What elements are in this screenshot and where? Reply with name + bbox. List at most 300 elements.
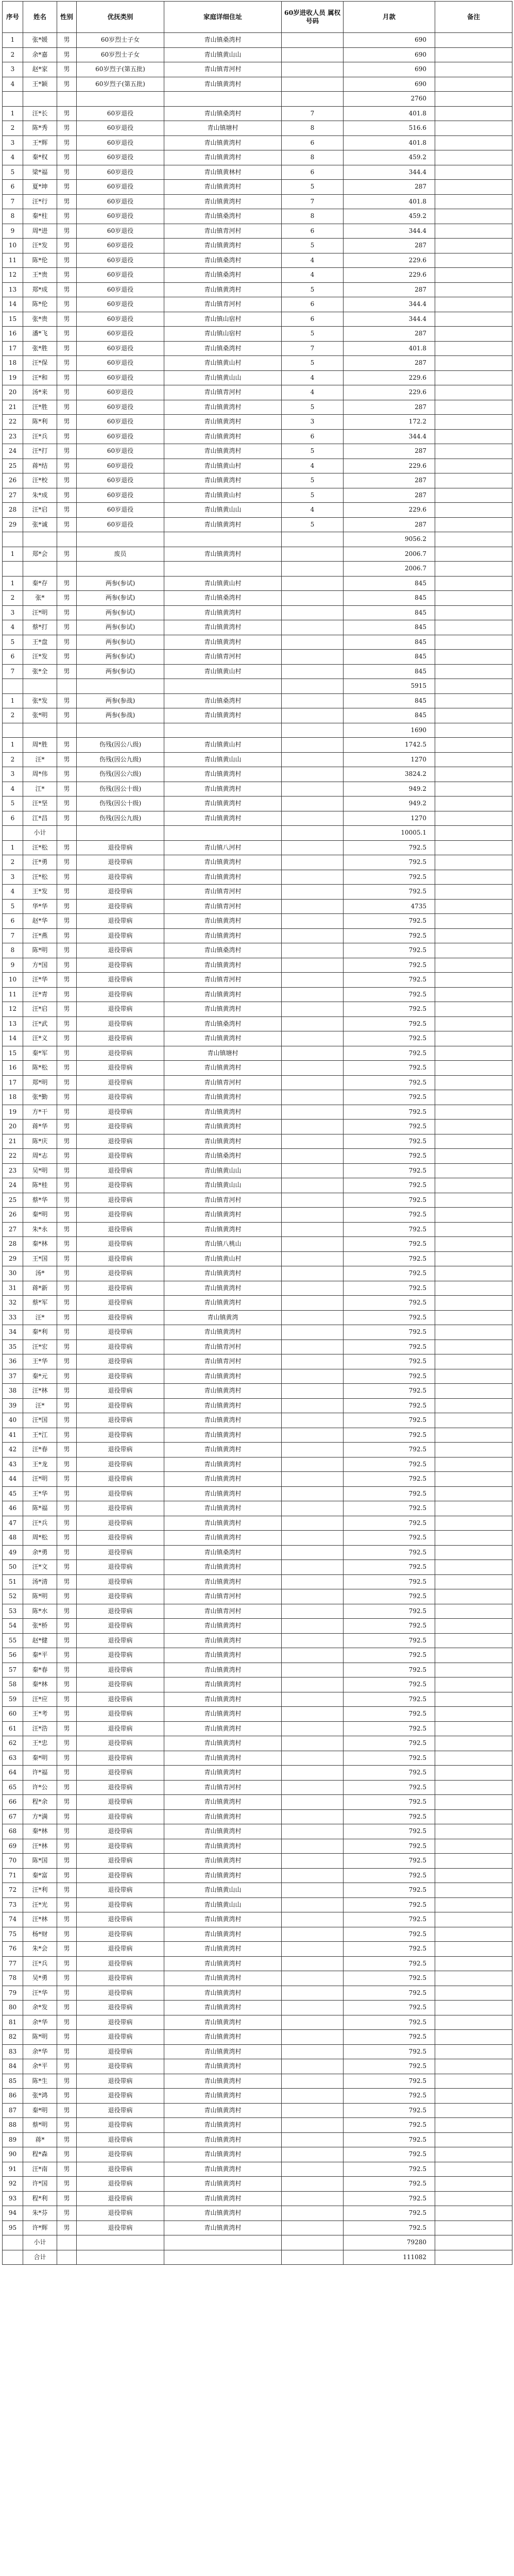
cell-name: 汪* [23,1398,57,1413]
table-body [3,33,512,2265]
empty-cell [435,562,512,577]
table-row [3,1971,512,1986]
cell-index: 4 [3,150,23,165]
cell-count [282,576,344,591]
cell-name: 方*国 [23,958,57,973]
cell-amount: 792.5 [344,840,435,855]
cell-gender: 男 [57,415,77,430]
table-row [3,1574,512,1589]
table-row [3,1296,512,1311]
cell-name: 陈*利 [23,415,57,430]
cell-amount: 792.5 [344,1663,435,1677]
cell-remark [435,855,512,870]
cell-amount: 845 [344,576,435,591]
cell-name: 王*发 [23,885,57,900]
cell-category: 两参(参战) [77,693,164,708]
cell-address: 青山镇黄湾村 [164,1398,282,1413]
cell-remark [435,194,512,209]
cell-count [282,1780,344,1795]
table-row [3,1516,512,1531]
cell-address: 青山镇黄湾村 [164,1927,282,1942]
cell-count [282,650,344,665]
cell-address: 青山镇桑湾村 [164,341,282,356]
cell-name: 汪* [23,752,57,767]
cell-address: 青山镇黄湾村 [164,1472,282,1487]
cell-category: 60岁退役 [77,341,164,356]
cell-name: 蔡*军 [23,1296,57,1311]
cell-address: 青山镇桑湾村 [164,693,282,708]
cell-remark [435,899,512,914]
cell-amount: 690 [344,47,435,62]
cell-remark [435,1942,512,1957]
cell-remark [435,693,512,708]
cell-index: 27 [3,488,23,503]
cell-index: 6 [3,180,23,195]
cell-category: 伤残(因公十级) [77,782,164,796]
cell-remark [435,1237,512,1252]
cell-remark [435,2103,512,2118]
cell-count [282,1574,344,1589]
table-row [3,370,512,385]
cell-count [282,811,344,826]
cell-name: 余*嘉 [23,47,57,62]
cell-name: 秦*元 [23,1369,57,1384]
cell-index: 67 [3,1809,23,1824]
cell-category: 退役带病 [77,1105,164,1120]
cell-address: 青山镇黄湾村 [164,2015,282,2030]
cell-count [282,2074,344,2089]
cell-address: 青山镇黄湾村 [164,429,282,444]
cell-name: 周*伟 [23,767,57,782]
table-row [3,1325,512,1340]
cell-address: 青山镇黄湾村 [164,1120,282,1134]
cell-count [282,1589,344,1604]
cell-category: 退役带病 [77,1912,164,1927]
cell-count [282,2089,344,2104]
cell-amount: 4735 [344,899,435,914]
cell-remark [435,1016,512,1031]
cell-address: 青山镇黄湾村 [164,620,282,635]
cell-name: 许*国 [23,2177,57,2192]
cell-name: 汪*春 [23,1443,57,1458]
cell-index: 26 [3,1208,23,1223]
cell-remark [435,1619,512,1634]
cell-gender: 男 [57,253,77,268]
cell-amount: 792.5 [344,1428,435,1443]
table-row [3,1163,512,1178]
cell-remark [435,1560,512,1575]
cell-address: 青山镇黄湾村 [164,1413,282,1428]
cell-address: 青山镇黄湾村 [164,2089,282,2104]
table-row [3,1031,512,1046]
cell-amount: 229.6 [344,385,435,400]
cell-gender: 男 [57,1310,77,1325]
table-row [3,1809,512,1824]
cell-amount: 792.5 [344,1986,435,2001]
cell-remark [435,1208,512,1223]
cell-category: 60岁烈士子女 [77,33,164,48]
cell-amount: 287 [344,180,435,195]
cell-category: 60岁退役 [77,370,164,385]
cell-index: 74 [3,1912,23,1927]
cell-remark [435,1090,512,1105]
cell-index: 7 [3,928,23,943]
cell-remark [435,62,512,77]
table-row [3,2132,512,2147]
cell-category: 两参(参战) [77,708,164,723]
cell-address: 青山镇塘村 [164,1046,282,1061]
cell-name: 秦*军 [23,1046,57,1061]
cell-category: 退役带病 [77,958,164,973]
cell-count [282,1016,344,1031]
cell-address: 青山镇青河村 [164,885,282,900]
cell-count [282,1075,344,1090]
cell-gender: 男 [57,1340,77,1354]
cell-gender: 男 [57,2206,77,2221]
empty-cell [77,2235,164,2250]
cell-category: 退役带病 [77,928,164,943]
cell-index: 38 [3,1384,23,1399]
cell-index: 89 [3,2132,23,2147]
cell-address: 青山镇黄湾村 [164,1061,282,1076]
table-row [3,1149,512,1164]
cell-index: 71 [3,1868,23,1883]
cell-remark [435,767,512,782]
grand-total-row [3,2250,512,2265]
cell-category: 60岁退役 [77,473,164,488]
cell-index: 1 [3,738,23,753]
cell-gender: 男 [57,1780,77,1795]
cell-category: 退役带病 [77,1604,164,1619]
cell-remark [435,1222,512,1237]
cell-category: 退役带病 [77,1443,164,1458]
cell-remark [435,1120,512,1134]
cell-count [282,885,344,900]
cell-address: 青山镇黄湾村 [164,2118,282,2133]
cell-category: 退役带病 [77,1222,164,1237]
table-row [3,2044,512,2059]
cell-index: 13 [3,1016,23,1031]
cell-name: 汪*胜 [23,400,57,415]
cell-name: 陈*松 [23,1061,57,1076]
cell-address: 青山镇桑湾村 [164,268,282,283]
cell-amount: 792.5 [344,1120,435,1134]
cell-address: 青山镇黄湾村 [164,914,282,929]
header-row [3,2,512,33]
cell-name: 汪*南 [23,2162,57,2177]
cell-name: 张*发 [23,693,57,708]
empty-cell [435,532,512,547]
cell-name: 王*龙 [23,1457,57,1472]
cell-remark [435,165,512,180]
cell-address: 青山镇黄湾村 [164,473,282,488]
empty-cell [3,679,23,694]
cell-remark [435,356,512,371]
empty-cell [57,723,77,738]
cell-name: 张*媛 [23,33,57,48]
empty-cell [164,2235,282,2250]
cell-index: 12 [3,1002,23,1017]
cell-name: 汪*利 [23,1883,57,1898]
table-row [3,664,512,679]
cell-name: 蒋* [23,2132,57,2147]
cell-category: 退役带病 [77,1868,164,1883]
cell-count [282,1134,344,1149]
cell-amount: 792.5 [344,2162,435,2177]
cell-count [282,2103,344,2118]
cell-count [282,1046,344,1061]
cell-remark [435,2132,512,2147]
cell-index: 7 [3,194,23,209]
cell-category: 两参(参试) [77,591,164,606]
cell-index: 34 [3,1325,23,1340]
cell-amount: 690 [344,77,435,92]
empty-cell [57,562,77,577]
table-row [3,973,512,988]
cell-address: 青山镇黄湾村 [164,1105,282,1120]
cell-name: 汪*兵 [23,1516,57,1531]
cell-address: 青山镇黄湾村 [164,180,282,195]
header-address: 家庭详细住址 [164,2,282,33]
table-row [3,1486,512,1501]
cell-address: 青山镇黄湾村 [164,1384,282,1399]
cell-index: 22 [3,415,23,430]
cell-remark [435,1663,512,1677]
cell-amount: 1270 [344,811,435,826]
cell-name: 陈*水 [23,1604,57,1619]
cell-category: 退役带病 [77,2147,164,2162]
cell-gender: 男 [57,2103,77,2118]
cell-count [282,1325,344,1340]
cell-count [282,33,344,48]
cell-index: 5 [3,899,23,914]
cell-index: 19 [3,1105,23,1120]
cell-name: 秦*林 [23,1824,57,1839]
cell-count [282,708,344,723]
cell-gender: 男 [57,2074,77,2089]
cell-index: 7 [3,664,23,679]
cell-index: 47 [3,1516,23,1531]
cell-amount: 792.5 [344,928,435,943]
cell-remark [435,1971,512,1986]
cell-remark [435,2015,512,2030]
cell-remark [435,459,512,473]
cell-remark [435,1325,512,1340]
cell-count [282,1090,344,1105]
cell-category: 退役带病 [77,2074,164,2089]
cell-name: 蔡*明 [23,2118,57,2133]
cell-name: 蔡*华 [23,1193,57,1208]
cell-count [282,767,344,782]
cell-count [282,958,344,973]
cell-gender: 男 [57,1134,77,1149]
table-row [3,312,512,327]
cell-amount: 792.5 [344,2044,435,2059]
cell-count: 6 [282,297,344,312]
cell-remark [435,2044,512,2059]
cell-count: 5 [282,239,344,253]
cell-amount: 792.5 [344,1398,435,1413]
table-row [3,1075,512,1090]
cell-category: 退役带病 [77,1281,164,1296]
cell-name: 汪*兵 [23,429,57,444]
cell-name: 吴*明 [23,1163,57,1178]
cell-count: 8 [282,150,344,165]
cell-category: 60岁退役 [77,224,164,239]
cell-amount: 792.5 [344,1971,435,1986]
cell-amount: 401.8 [344,194,435,209]
cell-address: 青山镇黄湾村 [164,1751,282,1766]
cell-name: 余*勇 [23,1545,57,1560]
table-row [3,1428,512,1443]
cell-name: 吴*勇 [23,1971,57,1986]
cell-gender: 男 [57,62,77,77]
cell-address: 青山镇黄湾村 [164,1956,282,1971]
cell-count [282,635,344,650]
cell-count [282,1222,344,1237]
cell-count [282,1927,344,1942]
cell-index: 76 [3,1942,23,1957]
cell-remark [435,1428,512,1443]
cell-count [282,1604,344,1619]
cell-gender: 男 [57,1222,77,1237]
cell-remark [435,708,512,723]
cell-remark [435,268,512,283]
empty-cell [164,723,282,738]
cell-amount: 3824.2 [344,767,435,782]
table-row [3,1105,512,1120]
cell-amount: 792.5 [344,1002,435,1017]
cell-name: 秦*权 [23,150,57,165]
cell-index: 83 [3,2044,23,2059]
cell-address: 青山镇青河村 [164,224,282,239]
cell-address: 青山镇黄湾村 [164,1986,282,2001]
cell-gender: 男 [57,165,77,180]
cell-name: 汪*发 [23,650,57,665]
cell-name: 秦*明 [23,1208,57,1223]
cell-amount: 1270 [344,752,435,767]
table-row [3,2059,512,2074]
table-row [3,1986,512,2001]
cell-gender: 男 [57,2221,77,2235]
cell-remark [435,1912,512,1927]
cell-name: 程*余 [23,1795,57,1810]
cell-category: 退役带病 [77,1266,164,1281]
cell-name: 梁*福 [23,165,57,180]
cell-address: 青山镇黄湾村 [164,2132,282,2147]
table-row [3,1178,512,1193]
cell-name: 汪*坚 [23,796,57,811]
cell-remark [435,1692,512,1707]
cell-gender: 男 [57,2030,77,2045]
cell-index: 82 [3,2030,23,2045]
cell-remark [435,620,512,635]
cell-gender: 男 [57,2191,77,2206]
cell-gender: 男 [57,1736,77,1751]
empty-cell [435,2235,512,2250]
cell-gender: 男 [57,885,77,900]
cell-amount: 792.5 [344,914,435,929]
table-row [3,1736,512,1751]
cell-count: 4 [282,253,344,268]
cell-category: 退役带病 [77,1780,164,1795]
cell-amount: 792.5 [344,1149,435,1164]
cell-name: 秦*春 [23,1663,57,1677]
cell-category: 60岁烈子(第五批) [77,77,164,92]
cell-count [282,1956,344,1971]
cell-remark [435,1031,512,1046]
cell-amount: 2006.7 [344,547,435,562]
cell-index: 31 [3,1281,23,1296]
table-row [3,268,512,283]
cell-count: 5 [282,473,344,488]
cell-count [282,1413,344,1428]
cell-gender: 男 [57,1061,77,1076]
subtotal-label: 小计 [23,2235,57,2250]
table-row [3,1766,512,1781]
cell-gender: 男 [57,2015,77,2030]
cell-remark [435,106,512,121]
cell-remark [435,1589,512,1604]
cell-index: 77 [3,1956,23,1971]
cell-address: 青山镇黄湾村 [164,1208,282,1223]
table-row [3,503,512,518]
cell-gender: 男 [57,135,77,150]
table-row [3,1354,512,1369]
cell-amount: 792.5 [344,1457,435,1472]
cell-amount: 792.5 [344,1560,435,1575]
cell-count [282,2221,344,2235]
table-row [3,2030,512,2045]
cell-index: 55 [3,1633,23,1648]
table-row [3,327,512,342]
cell-index: 17 [3,1075,23,1090]
cell-address: 青山镇黄湾村 [164,2103,282,2118]
cell-category: 退役带病 [77,1149,164,1164]
cell-category: 60岁退役 [77,253,164,268]
cell-remark [435,209,512,224]
cell-category: 退役带病 [77,1163,164,1178]
cell-remark [435,2147,512,2162]
table-row [3,1663,512,1677]
table-row [3,1780,512,1795]
cell-address: 青山镇黄湾村 [164,2177,282,2192]
table-row [3,1648,512,1663]
cell-gender: 男 [57,1677,77,1692]
cell-name: 朱*会 [23,1942,57,1957]
cell-name: 蔡*打 [23,620,57,635]
cell-amount: 792.5 [344,855,435,870]
cell-remark [435,473,512,488]
cell-index: 92 [3,2177,23,2192]
cell-count [282,2162,344,2177]
cell-category: 60岁退役 [77,312,164,327]
cell-index: 70 [3,1854,23,1869]
cell-category: 60岁退役 [77,282,164,297]
cell-count [282,605,344,620]
cell-gender: 男 [57,473,77,488]
cell-name: 王*颖 [23,77,57,92]
cell-amount: 792.5 [344,1531,435,1546]
cell-address: 青山镇黄湾村 [164,2206,282,2221]
cell-gender: 男 [57,1237,77,1252]
cell-index: 2 [3,591,23,606]
table-row [3,1472,512,1487]
cell-name: 秦*柱 [23,209,57,224]
cell-index: 43 [3,1457,23,1472]
cell-address: 青山镇黄山村 [164,576,282,591]
cell-name: 汪*松 [23,840,57,855]
